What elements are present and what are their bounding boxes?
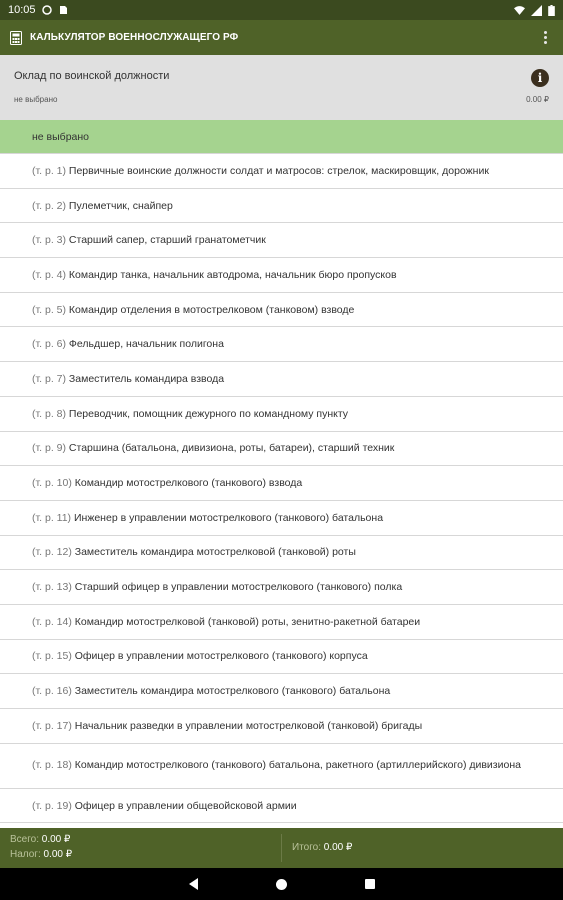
list-item-label: не выбрано: [32, 130, 90, 143]
list-item-text: [32, 477, 302, 489]
list-item-text: [32, 165, 489, 177]
status-time: 10:05: [8, 4, 36, 16]
list-item[interactable]: [0, 501, 563, 536]
app-title: КАЛЬКУЛЯТОР ВОЕННОСЛУЖАЩЕГО РФ: [30, 32, 239, 43]
list-item-label: Инженер в управлении мотострелкового (танкового) батальона: [73, 511, 384, 524]
list-item-label: Заместитель командира мотострелкового (танкового) батальона: [74, 685, 391, 698]
total-value: 0.00 ₽: [41, 834, 71, 845]
list-item-code: (т. р. 5): [32, 303, 66, 316]
list-item-text: [32, 442, 394, 454]
list-item[interactable]: [0, 223, 563, 258]
header-amount: 0.00 ₽: [526, 95, 549, 104]
list-item-label: Старшина (батальона, дивизиона, роты, батареи), старший техник: [68, 442, 395, 455]
info-icon[interactable]: i: [531, 69, 549, 87]
list-item[interactable]: [0, 744, 563, 789]
list-item[interactable]: [0, 432, 563, 467]
list-item-code: (т. р. 15): [32, 650, 72, 663]
settings-icon: [42, 5, 52, 15]
list-item-code: (т. р. 17): [32, 719, 72, 732]
list-item[interactable]: [0, 189, 563, 224]
footer-result: [292, 842, 352, 853]
list-item-label: Командир мотострелкового (танкового) батальона, ракетного (артиллерийского) дивизиона: [74, 759, 521, 772]
app-bar: [0, 20, 563, 55]
signal-icon: [531, 5, 542, 16]
list-item[interactable]: [0, 709, 563, 744]
result-value: 0.00 ₽: [323, 842, 353, 853]
total-label: Всего:: [10, 834, 39, 845]
list-item-code: (т. р. 9): [32, 442, 66, 455]
list-item[interactable]: [0, 466, 563, 501]
list-item-code: (т. р. 11): [32, 511, 72, 524]
list-item-label: Заместитель командира взвода: [68, 372, 225, 385]
tax-value: 0.00 ₽: [43, 849, 73, 860]
footer-tax: [10, 849, 72, 860]
list-item-label: Командир отделения в мотострелковом (танковом) взводе: [68, 303, 355, 316]
list-item-text: [32, 338, 224, 350]
list-item-text: [32, 408, 348, 420]
position-list[interactable]: [0, 120, 563, 828]
list-item-code: (т. р. 4): [32, 268, 66, 281]
list-item-code: (т. р. 8): [32, 407, 66, 420]
battery-icon: [548, 5, 555, 16]
list-item-text: [32, 759, 521, 772]
list-item[interactable]: [0, 570, 563, 605]
list-item[interactable]: [0, 154, 563, 189]
list-item-code: (т. р. 14): [32, 615, 72, 628]
more-vert-icon[interactable]: [537, 28, 553, 48]
list-item-label: Переводчик, помощник дежурного по командному пункту: [68, 407, 349, 420]
list-item[interactable]: [0, 674, 563, 709]
list-item[interactable]: [0, 362, 563, 397]
header-selected-value: не выбрано: [14, 95, 58, 104]
list-item[interactable]: [0, 640, 563, 675]
list-item-text: [32, 512, 383, 524]
list-item-label: Фельдшер, начальник полигона: [68, 338, 224, 351]
list-item[interactable]: [0, 258, 563, 293]
back-icon[interactable]: [189, 878, 198, 890]
list-item-label: Офицер в управлении общевойсковой армии: [74, 799, 297, 812]
list-item-text: [32, 650, 368, 662]
list-item-text: [32, 685, 390, 697]
home-icon[interactable]: [276, 879, 287, 890]
list-item-text: [32, 234, 266, 246]
list-item-text: [32, 200, 173, 212]
list-item-label: Командир мотострелковой (танковой) роты, зенитно-ракетной батареи: [74, 615, 421, 628]
list-item-not-selected[interactable]: [0, 120, 563, 154]
status-bar: [0, 0, 563, 20]
list-item-code: (т. р. 16): [32, 685, 72, 698]
list-item-label: Старший офицер в управлении мотострелкового (танкового) полка: [74, 581, 403, 594]
list-item-label: Первичные воинские должности солдат и матросов: стрелок, маскировщик, дорожник: [68, 164, 489, 177]
list-item-label: Офицер в управлении мотострелкового (танкового) корпуса: [74, 650, 368, 663]
list-item-label: Начальник разведки в управлении мотострелковой (танковой) бригады: [74, 719, 423, 732]
list-item-code: (т. р. 12): [32, 546, 72, 559]
list-item[interactable]: [0, 397, 563, 432]
list-item-text: [32, 616, 420, 628]
list-item-text: [32, 720, 422, 732]
list-item-code: (т. р. 2): [32, 199, 66, 212]
list-item[interactable]: [0, 605, 563, 640]
list-item-label: Пулеметчик, снайпер: [68, 199, 173, 212]
list-item-text: [32, 304, 354, 316]
sim-card-icon: [58, 5, 68, 15]
list-item-text: [32, 373, 224, 385]
footer-summary: [0, 828, 563, 868]
list-item-code: (т. р. 7): [32, 372, 66, 385]
calculator-icon: [10, 31, 22, 45]
list-item-code: (т. р. 10): [32, 477, 72, 490]
list-item[interactable]: [0, 327, 563, 362]
list-item-text: [32, 269, 397, 281]
list-item-code: (т. р. 6): [32, 338, 66, 351]
list-item-text: [32, 800, 297, 812]
navigation-bar: [0, 868, 563, 900]
recents-icon[interactable]: [365, 879, 375, 889]
result-label: Итого:: [292, 842, 321, 853]
list-item-code: (т. р. 13): [32, 581, 72, 594]
list-item-label: Командир мотострелкового (танкового) взвода: [74, 477, 303, 490]
list-item-label: Старший сапер, старший гранатометчик: [68, 234, 266, 247]
wifi-icon: [514, 5, 525, 16]
list-item-code: (т. р. 3): [32, 234, 66, 247]
list-item-code: (т. р. 1): [32, 164, 66, 177]
list-item-text: [32, 581, 402, 593]
list-item-code: (т. р. 19): [32, 799, 72, 812]
list-item-label: Командир танка, начальник автодрома, начальник бюро пропусков: [68, 268, 397, 281]
list-item-code: (т. р. 18): [32, 759, 72, 772]
list-item[interactable]: [0, 293, 563, 328]
list-item-label: Заместитель командира мотострелковой (танковой) роты: [74, 546, 356, 559]
header-title: Оклад по воинской должности: [14, 70, 170, 82]
list-item[interactable]: [0, 789, 563, 824]
footer-total: [10, 834, 70, 845]
footer-divider: [281, 834, 282, 862]
tax-label: Налог:: [10, 849, 41, 860]
list-item-text: [32, 546, 356, 558]
salary-header[interactable]: [0, 55, 563, 120]
list-item[interactable]: [0, 536, 563, 571]
